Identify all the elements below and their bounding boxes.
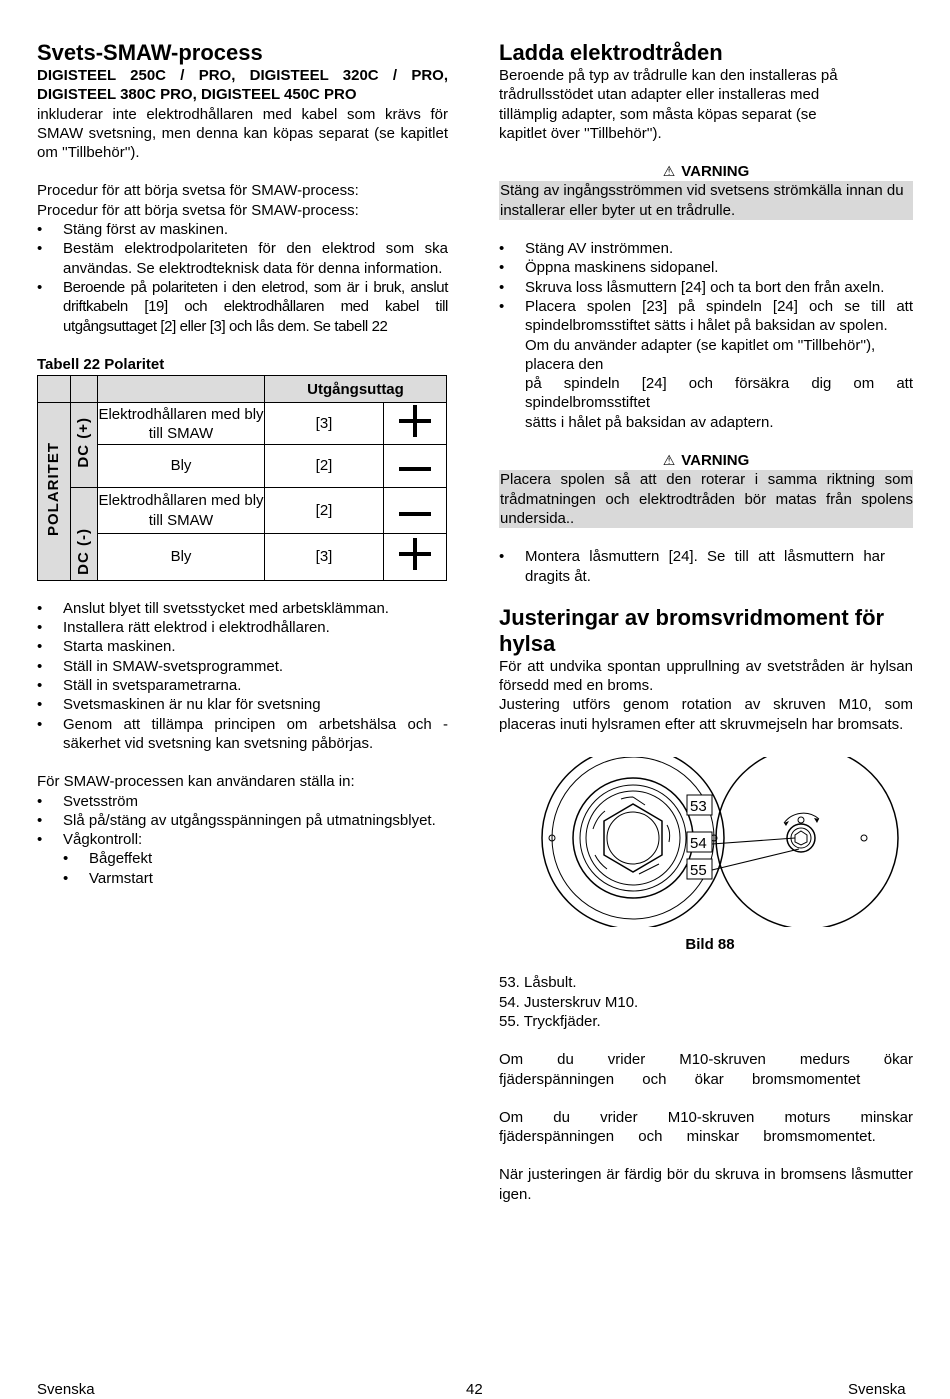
warning-icon: ⚠ [662, 452, 676, 469]
table-header: Utgångsuttag [265, 376, 447, 403]
plus-icon [384, 534, 447, 581]
table-cell-desc: Bly [98, 445, 265, 487]
warning-text: Placera spolen så att den roterar i samma riktning som trådmatningen och elektrodtråden bör matas från spolens undersida.. [500, 471, 913, 527]
table-corner-cell [38, 376, 71, 403]
minus-icon [384, 445, 447, 487]
section-title-smaw: Svets-SMAW-process [37, 40, 263, 65]
brake-para: Om du vrider M10-skruven moturs minskar fjäderspänningen och minskar bromsmomentet. [499, 1108, 913, 1146]
list-item: • Placera spolen [23] på spindeln [24] och se till att spindelbromsstiftet sätts i hålet på baksidan av spolen. [499, 297, 913, 336]
procedure-heading: Procedur för att börja svetsa för SMAW-process: [37, 182, 359, 200]
dc-minus-cell [71, 487, 98, 580]
minus-icon [384, 487, 447, 534]
callout-55: 55 [690, 862, 707, 880]
table-corner-cell [71, 376, 98, 403]
list-item: • Genom att tillämpa principen om arbetshälsa och -säkerhet vid svetsning kan svetsning påbörjas. [37, 715, 448, 754]
brake-para: För att undvika spontan upprullning av svetstråden är hylsan försedd med en broms. [499, 657, 913, 695]
list-item: • Bestäm elektrodpolariteten för den elektrod som ska användas. Se elektrodteknisk data för denna information. [37, 239, 448, 278]
section-title-brake: Justeringar av bromsvridmoment för hylsa [499, 604, 885, 656]
table-cell-socket: [3] [265, 403, 384, 445]
adapter-line: Om du använder adapter (se kapitlet om ''Tillbehör''), [525, 336, 876, 354]
list-item: • Öppna maskinens sidopanel. [499, 258, 913, 277]
warning-box [499, 181, 913, 220]
brake-para: Justering utförs genom rotation av skruven M10, som placeras inuti hylsramen efter att skruvmejseln har bromsats. [499, 696, 913, 733]
brake-para: Om du vrider M10-skruven medurs ökar fjäderspänningen och ökar bromsmomentet [499, 1051, 913, 1088]
warning-heading [499, 162, 913, 181]
table-cell-desc: Elektrodhållaren med bly till SMAW [98, 487, 265, 534]
polarity-label-cell [38, 403, 71, 581]
table-cell-desc: Bly [98, 534, 265, 581]
wave-control-list [63, 849, 448, 888]
wire-steps [499, 239, 913, 335]
legend-item: 55. Tryckfjäder. [499, 1012, 601, 1030]
list-item: • Bågeffekt [63, 849, 448, 868]
procedure-heading-repeat: Procedur för att börja svetsa för SMAW-process: [37, 201, 359, 219]
list-item: • Anslut blyet till svetsstycket med arbetsklämman. [37, 599, 448, 618]
dc-plus-cell [71, 403, 98, 488]
callout-54: 54 [690, 835, 707, 853]
right-column [499, 40, 913, 1204]
legend-item: 53. Låsbult. [499, 974, 577, 992]
footer-language-left: Svenska [37, 1381, 95, 1398]
polarity-label: POLARITET [45, 441, 63, 536]
table-corner-cell [98, 376, 265, 403]
page-number: 42 [466, 1381, 483, 1398]
footer-language-right: Svenska [848, 1381, 906, 1398]
list-item: • Svetsström [37, 792, 448, 811]
list-item: • Installera rätt elektrod i elektrodhållaren. [37, 618, 448, 637]
warning-label: VARNING [681, 163, 750, 181]
table-cell-socket: [2] [265, 445, 384, 487]
user-settings-list [37, 792, 448, 850]
figure-caption: Bild 88 [685, 936, 735, 954]
dc-plus-label: DC (+) [75, 417, 93, 468]
table-title: Tabell 22 Polaritet [37, 355, 165, 373]
list-item: • Varmstart [63, 869, 448, 888]
brake-para: När justeringen är färdig bör du skruva in bromsens låsmutter igen. [499, 1166, 913, 1203]
adapter-line: sätts i hålet på baksidan av adaptern. [525, 413, 774, 431]
brake-figure [499, 757, 913, 927]
wire-intro: Beroende på typ av trådrulle kan den installeras på trådrullsstödet utan adapter eller installeras med tillämplig adapter, som måsta köpas separat (se kapitlet över ''Tillbehör''). [499, 67, 838, 142]
list-item: • Svetsmaskinen är nu klar för svetsning [37, 695, 448, 714]
final-step [499, 547, 913, 586]
intro-text: inkluderar inte elektrodhållaren med kabel som krävs för SMAW svetsning, men denna kan köpas separat (se kapitlet om ''Tillbehör''). [37, 105, 448, 162]
callout-53: 53 [690, 798, 707, 816]
list-item: • Slå på/stäng av utgångsspänningen på utmatningsblyet. [37, 811, 448, 830]
list-item: • Beroende på polariteten i den eletrod, som är i bruk, anslut driftkabeln [19] och elektrodhållaren med kabel till utgångsuttaget [2] eller [3] och lås dem. Se tabell 22 [37, 278, 448, 336]
table-cell-socket: [2] [265, 487, 384, 534]
dc-minus-label: DC (-) [75, 527, 93, 575]
legend-item: 54. Justerskruv M10. [499, 993, 639, 1011]
adapter-note [499, 336, 913, 432]
polarity-table [37, 375, 447, 581]
table-cell-socket: [3] [265, 534, 384, 581]
warning-heading [499, 451, 913, 470]
procedure-steps [37, 220, 448, 336]
list-item: • Stäng AV inströmmen. [499, 239, 913, 258]
list-item: • Starta maskinen. [37, 637, 448, 656]
adapter-line: på spindeln [24] och försäkra dig om att spindelbromsstiftet [525, 375, 913, 412]
list-item: • Montera låsmuttern [24]. Se till att låsmuttern har dragits åt. [499, 547, 885, 586]
user-settings-intro: För SMAW-processen kan användaren ställa in: [37, 773, 355, 791]
warning-text: Stäng av ingångsströmmen vid svetsens strömkälla innan du installerar eller byter ut en trådrulle. [500, 182, 904, 219]
section-title-wire: Ladda elektrodtråden [499, 40, 723, 65]
model-list: DIGISTEEL 250C / PRO, DIGISTEEL 320C / PRO, DIGISTEEL 380C PRO, DIGISTEEL 450C PRO [37, 67, 448, 104]
list-item: • Ställ in svetsparametrarna. [37, 676, 448, 695]
list-item: • Ställ in SMAW-svetsprogrammet. [37, 657, 448, 676]
adapter-line: placera den [525, 355, 604, 373]
table-cell-desc: Elektrodhållaren med bly till SMAW [98, 403, 265, 445]
list-item: • Skruva loss låsmuttern [24] och ta bort den från axeln. [499, 278, 913, 297]
list-item: • Vågkontroll: [37, 830, 448, 849]
warning-box [499, 470, 913, 528]
welding-steps [37, 599, 448, 753]
plus-icon [384, 403, 447, 445]
warning-label: VARNING [681, 452, 750, 470]
list-item: • Stäng först av maskinen. [37, 220, 448, 239]
left-column [37, 40, 448, 888]
warning-icon: ⚠ [662, 163, 676, 180]
